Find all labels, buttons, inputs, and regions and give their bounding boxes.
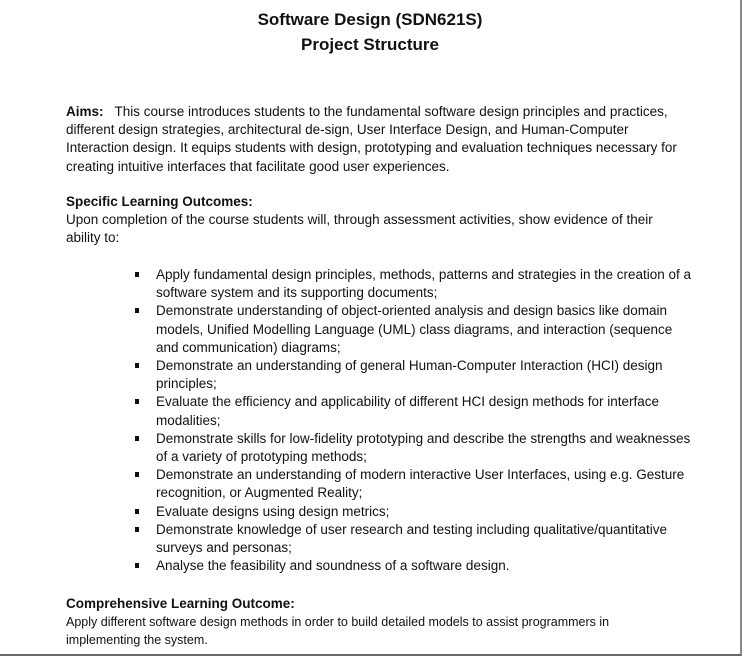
aims-text: This course introduces students to the fundamental software design principles and practices, different design strategies, architectural de-sign, User Interface Design, and Human-Computer Interaction design. It equips students with design, prototyping and evaluation techniques necessary for creating intuitive interfaces that facilitate good user experiences. — [66, 104, 677, 174]
list-item-text: Evaluate designs using design metrics; — [156, 503, 390, 519]
bullet-icon — [135, 308, 139, 313]
bullet-icon — [135, 436, 139, 441]
specific-outcomes-section — [66, 193, 686, 248]
list-item-text: Demonstrate knowledge of user research and testing including qualitative/quantitative surveys and personas; — [156, 521, 668, 556]
outcomes-list — [135, 266, 695, 575]
list-item — [135, 503, 695, 521]
list-item-text: Demonstrate understanding of object-oriented analysis and design basics like domain models, Unified Modelling Language (UML) class diagrams, and interaction (sequence and communication) diagrams; — [156, 303, 673, 355]
comprehensive-outcome-section — [66, 595, 686, 650]
bullet-icon — [135, 527, 139, 532]
list-item — [135, 266, 695, 302]
bullet-icon — [135, 472, 139, 477]
title-block — [0, 7, 740, 57]
specific-outcomes-intro: Upon completion of the course students will, through assessment activities, show evidence of their ability to: — [66, 212, 653, 246]
list-item — [135, 557, 695, 575]
bullet-icon — [135, 363, 139, 368]
list-item-text: Evaluate the efficiency and applicability of different HCI design methods for interface modalities; — [156, 394, 660, 428]
list-item — [135, 302, 695, 357]
list-item — [135, 357, 695, 393]
bullet-icon — [135, 563, 139, 568]
list-item — [135, 393, 695, 429]
bullet-icon — [135, 509, 139, 514]
bullet-icon — [135, 272, 139, 277]
list-item-text: Analyse the feasibility and soundness of a software design. — [156, 558, 510, 574]
course-title: Software Design (SDN621S) — [257, 10, 483, 29]
list-item — [135, 521, 695, 557]
list-item — [135, 430, 695, 466]
list-item — [135, 466, 695, 502]
list-item-text: Apply fundamental design principles, methods, patterns and strategies in the creation of a software system and its supporting documents; — [156, 267, 692, 301]
list-item-text: Demonstrate skills for low-fidelity prototyping and describe the strengths and weaknesses of a variety of prototyping methods; — [156, 430, 691, 465]
bullet-icon — [135, 399, 139, 404]
list-item-text: Demonstrate an understanding of modern interactive User Interfaces, using e.g. Gesture recognition, or Augmented Reality; — [156, 467, 685, 501]
list-item-text: Demonstrate an understanding of general Human-Computer Interaction (HCI) design principles; — [156, 358, 663, 392]
aims-label: Aims: — [66, 104, 104, 119]
comprehensive-outcome-heading: Comprehensive Learning Outcome: — [66, 596, 295, 611]
document-subtitle: Project Structure — [301, 35, 439, 54]
specific-outcomes-heading: Specific Learning Outcomes: — [66, 194, 253, 209]
aims-paragraph — [66, 103, 686, 176]
comprehensive-outcome-text: Apply different software design methods in order to build detailed models to assist programmers in implementing the system. — [66, 615, 610, 648]
